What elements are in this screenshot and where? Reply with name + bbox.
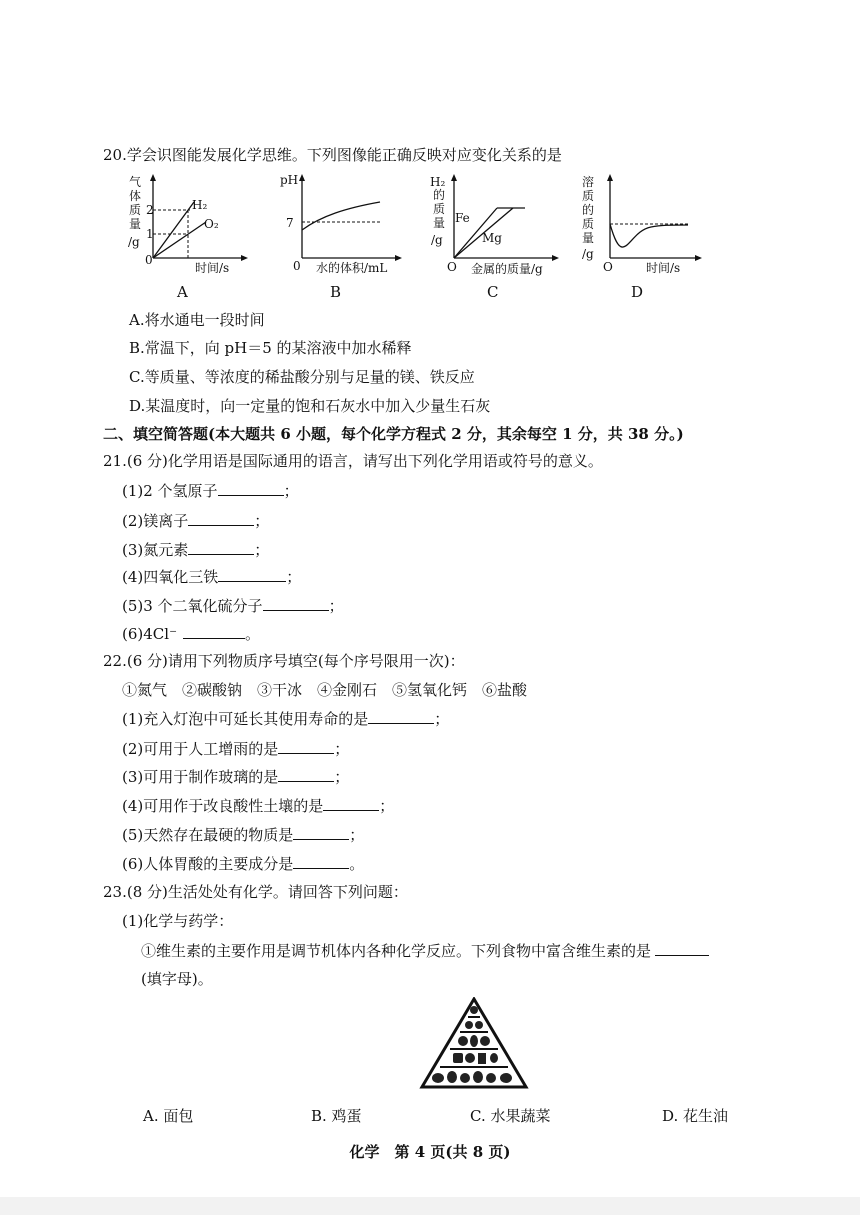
q23-option-c: C. 水果蔬菜 xyxy=(470,1107,551,1125)
graph-d-ylabel-2: 质 xyxy=(582,189,595,203)
q21-item-3-text: (3)氮元素 xyxy=(122,541,189,559)
graph-a-ylabel-2: 体 xyxy=(129,189,142,203)
q21-item-6-end: 。 xyxy=(244,625,260,643)
graph-c-ylabel-4: 量 xyxy=(433,216,446,230)
q20-option-d: D.某温度时，向一定量的饱和石灰水中加入少量生石灰 xyxy=(129,397,491,415)
q22-item-6-text: (6)人体胃酸的主要成分是 xyxy=(122,855,294,873)
graph-a-ylabel-1: 气 xyxy=(129,175,142,189)
q22-stem: 22.(6 分)请用下列物质序号填空(每个序号限用一次)： xyxy=(103,652,465,670)
graph-b-origin: 0 xyxy=(293,259,301,273)
graph-b-ylabel: pH xyxy=(280,173,299,187)
q20-option-c: C.等质量、等浓度的稀盐酸分别与足量的镁、铁反应 xyxy=(129,368,475,386)
graph-d-origin: O xyxy=(603,260,613,274)
food-pyramid-illustration xyxy=(418,997,530,1091)
q22-item-2-end: ； xyxy=(334,740,350,758)
q22-item-2 xyxy=(122,739,349,759)
answer-blank[interactable] xyxy=(188,511,254,526)
q20-option-a: A.将水通电一段时间 xyxy=(129,311,265,329)
graph-c-caption: C xyxy=(487,283,499,301)
graph-a-xlabel: 时间/s xyxy=(195,261,230,275)
q22-item-3-end: ； xyxy=(334,768,350,786)
answer-blank[interactable] xyxy=(263,596,329,611)
q21-item-3 xyxy=(122,540,269,560)
answer-blank[interactable] xyxy=(368,709,434,724)
graph-d-caption: D xyxy=(631,283,644,301)
answer-blank[interactable] xyxy=(278,739,334,754)
graph-a-ytick-1: 1 xyxy=(146,227,154,241)
q21-item-2 xyxy=(122,511,269,531)
answer-blank[interactable] xyxy=(218,481,284,496)
q22-item-4 xyxy=(122,796,394,816)
q21-item-5-end: ； xyxy=(328,597,344,615)
q22-item-6-end: 。 xyxy=(349,855,365,873)
graph-d-ylabel-5: 量 xyxy=(582,231,595,245)
q22-item-4-end: ； xyxy=(379,797,395,815)
graph-d-ylabel-4: 质 xyxy=(582,217,595,231)
q21-item-1-end: ； xyxy=(283,482,299,500)
q22-item-3 xyxy=(122,767,349,787)
answer-blank[interactable] xyxy=(218,567,286,582)
graph-d-ylabel-6: /g xyxy=(582,247,594,261)
q21-item-2-text: (2)镁离子 xyxy=(122,512,189,530)
q22-item-6 xyxy=(122,854,364,874)
graph-c-series-fe: Fe xyxy=(455,211,470,225)
q22-item-5-end: ； xyxy=(349,826,365,844)
graph-b xyxy=(276,172,406,282)
q22-item-1 xyxy=(122,709,449,729)
q21-item-6 xyxy=(122,624,260,644)
answer-blank[interactable] xyxy=(293,854,349,869)
graph-a-ytick-2: 2 xyxy=(146,203,154,217)
graph-d-xlabel: 时间/s xyxy=(646,261,681,275)
graph-d xyxy=(576,172,706,282)
q21-item-1 xyxy=(122,481,299,501)
q21-item-6-text: (6)4Cl⁻ xyxy=(122,625,177,643)
q23-item1-text: ①维生素的主要作用是调节机体内各种化学反应。下列食物中富含维生素的是 xyxy=(141,942,652,960)
graph-a xyxy=(120,172,250,282)
graph-c xyxy=(425,172,565,282)
answer-blank[interactable] xyxy=(278,767,334,782)
graph-c-origin: O xyxy=(447,260,457,274)
answer-blank[interactable] xyxy=(293,825,349,840)
graph-b-caption: B xyxy=(330,283,342,301)
q23-option-b: B. 鸡蛋 xyxy=(311,1107,362,1125)
answer-blank[interactable] xyxy=(188,540,254,555)
q21-item-5-text: (5)3 个二氧化硫分子 xyxy=(122,597,263,615)
graph-a-series-o2: O₂ xyxy=(204,217,219,231)
graph-c-xlabel: 金属的质量/g xyxy=(471,262,543,276)
q20-option-b: B.常温下，向 pH＝5 的某溶液中加水稀释 xyxy=(129,339,412,357)
q21-item-4 xyxy=(122,567,301,587)
q22-item-2-text: (2)可用于人工增雨的是 xyxy=(122,740,279,758)
q22-choices: ①氮气 ②碳酸钠 ③干冰 ④金刚石 ⑤氢氧化钙 ⑥盐酸 xyxy=(122,681,528,699)
graph-c-ylabel-3: 质 xyxy=(433,202,446,216)
graph-d-ylabel-1: 溶 xyxy=(582,175,595,189)
graph-c-ylabel-1: H₂ xyxy=(430,175,446,189)
q22-item-4-text: (4)可用作于改良酸性土壤的是 xyxy=(122,797,324,815)
answer-blank[interactable] xyxy=(323,796,379,811)
graph-a-ylabel-3: 质 xyxy=(129,203,142,217)
q23-option-d: D. 花生油 xyxy=(662,1107,729,1125)
q22-item-5 xyxy=(122,825,364,845)
q22-item-1-text: (1)充入灯泡中可延长其使用寿命的是 xyxy=(122,710,369,728)
q22-item-5-text: (5)天然存在最硬的物质是 xyxy=(122,826,294,844)
graph-c-series-mg: Mg xyxy=(482,231,502,245)
answer-blank[interactable] xyxy=(655,941,709,956)
q21-stem: 21.(6 分)化学用语是国际通用的语言，请写出下列化学用语或符号的意义。 xyxy=(103,452,603,470)
q21-item-2-end: ； xyxy=(254,512,270,530)
q23-sub1: (1)化学与药学： xyxy=(122,912,234,930)
page-bottom-band xyxy=(0,1197,860,1215)
q21-item-4-text: (4)四氧化三铁 xyxy=(122,568,219,586)
graph-a-origin: 0 xyxy=(145,253,153,267)
page-footer: 化学 第 4 页(共 8 页) xyxy=(349,1143,511,1161)
q21-item-1-text: (1)2 个氢原子 xyxy=(122,482,218,500)
graph-a-series-h2: H₂ xyxy=(192,198,208,212)
q23-item1-line2: (填字母)。 xyxy=(141,970,213,988)
graph-a-ylabel-5: /g xyxy=(128,235,140,249)
answer-blank[interactable] xyxy=(183,624,245,639)
graph-b-xlabel: 水的体积/mL xyxy=(316,261,388,275)
q23-item1-line1 xyxy=(141,941,709,961)
graph-a-caption: A xyxy=(177,283,188,301)
q21-item-3-end: ； xyxy=(254,541,270,559)
graph-a-ylabel-4: 量 xyxy=(129,217,142,231)
q21-item-4-end: ； xyxy=(286,568,302,586)
q21-item-5 xyxy=(122,596,344,616)
q22-item-1-end: ； xyxy=(434,710,450,728)
section-2-heading: 二、填空简答题(本大题共 6 小题，每个化学方程式 2 分，其余每空 1 分，共 38 分。) xyxy=(103,425,684,443)
graph-b-ytick-7: 7 xyxy=(286,216,294,230)
graph-c-ylabel-5: /g xyxy=(431,233,443,247)
q22-item-3-text: (3)可用于制作玻璃的是 xyxy=(122,768,279,786)
q20-stem: 20.学会识图能发展化学思维。下列图像能正确反映对应变化关系的是 xyxy=(103,146,562,164)
q23-option-a: A. 面包 xyxy=(143,1107,194,1125)
q23-stem: 23.(8 分)生活处处有化学。请回答下列问题： xyxy=(103,883,408,901)
graph-c-ylabel-2: 的 xyxy=(433,188,446,202)
graph-d-ylabel-3: 的 xyxy=(582,203,595,217)
